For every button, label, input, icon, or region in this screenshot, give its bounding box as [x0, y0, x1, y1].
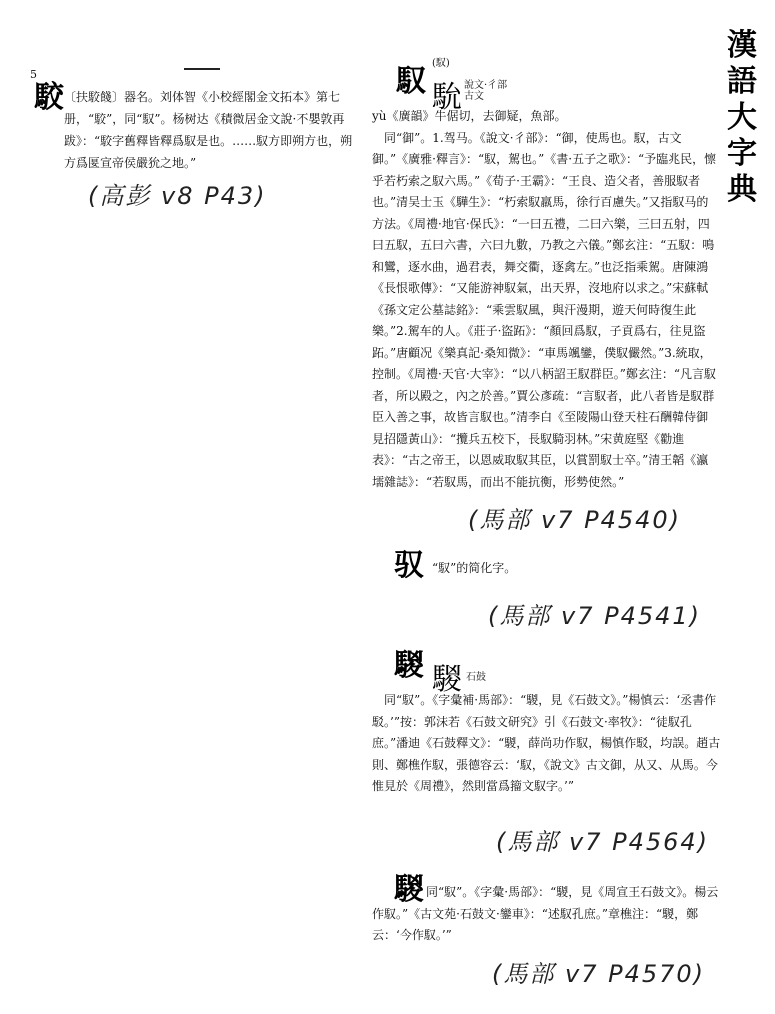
- entry1-headchar-note: (馭): [432, 58, 450, 69]
- entry1-seal-glyph: 馻: [432, 80, 462, 115]
- handwritten-note-5: (馬部 v7 P4570): [492, 960, 706, 988]
- dictionary-title: 漢 語 大 字 典: [727, 28, 757, 207]
- entry4-text: 同“馭”。《字彙·馬部》：“騣，見《周宣王石鼓文》。楊云作馭。”《古文苑·石鼓文·鑾車》：“述馭孔庶。”章樵注：“騣，鄭云：‘今作馭。’”: [372, 885, 719, 942]
- entry2-headchar: 驭: [394, 548, 424, 583]
- entry2-text: “馭”的简化字。: [432, 561, 517, 575]
- entry3-seal-note: 石鼓: [466, 672, 486, 683]
- entry1-headchar: 馭: [396, 64, 426, 99]
- divider-line: [184, 68, 220, 70]
- entry1-seal-note-2: 古文: [464, 91, 484, 102]
- entry1-definition: 同“御”。1.驾马。《說文·彳部》：“御，使馬也。馭，古文御。”《廣雅·釋言》：“馭，駕也。”《書·五子之歌》：“予臨兆民，懔乎若朽索之馭六馬。”《荀子·王霸》：“王良、造父者，善服馭者也。”清吴士玉《驊生》：“朽索馭羸馬，徐行百慮失。”又指馭马的方法。《周禮·地官·保氏》：“一曰五禮，二曰六樂，三曰五射，四曰五馭，五曰六書，六曰九數，乃教之六儀。”鄭玄注：“五馭：鳴和鸞，逐水曲，過君表，舞交衢，逐禽左。”也泛指乘駕。唐陳鴻《長恨歌傳》：“又能游神馭氣，出天界，沒地府以求之。”宋蘇軾《孫文定公墓誌銘》：“乘雲馭風，與汗漫期，遊天何時復生此樂。”2.駕车的人。《莊子·盜跖》：“顏回爲馭，子貢爲右，往見盜跖。”唐顧况《樂真記·桑知微》：“車馬颯鑾，僕馭儼然。”3.統取，控制。《周禮·天官·大宰》：“以八柄詔王馭群臣。”鄭玄注：“凡言馭者，所以殿之，內之於善。”賈公彥疏：“言馭者，此八者皆是馭群臣入善之事，故皆言馭也。”清李白《至陵陽山登天柱石酬韓侍御見招隱黃山》：“攬兵五校下，長馭騎羽林。”宋黄庭堅《勸進表》：“古之帝王，以恩威取馭其臣，以賞罰馭士卒。”清王韜《瀛壖雜誌》：“若馭馬，而出不能抗衡，形勢使然。”: [372, 130, 717, 489]
- entry-superscript: 5: [30, 68, 37, 81]
- entry3-headchar: 騣: [394, 648, 424, 683]
- handwritten-note-3: (馬部 v7 P4541): [488, 602, 702, 630]
- left-entry-headchar: 駮: [34, 80, 64, 115]
- entry1-body: [372, 106, 720, 493]
- left-entry-text: 〔扶駮餞〕器名。刘体智《小校經閣金文拓本》第七册，“駮”，同“馭”。杨树达《積微居金文說·不嬰敦再跋》：“駮字舊釋皆釋爲馭是也。……馭方即朔方也，朔方爲匽宣帝侯嚴狁之地。”: [64, 90, 353, 170]
- entry3-seal-glyph: 騣: [432, 662, 462, 697]
- entry3-text: 同“馭”。《字彙補·馬部》：“騣，見《石鼓文》。”楊慎云：‘丞書作駁。’”按：郭沫若《石鼓文研究》引《石鼓文·率牧》：“徒馭孔庶。”潘迪《石鼓釋文》：“騣，薛尚功作馭，楊慎作駁，均誤。趙古則、鄭樵作馭，張德容云：‘馭，《說文》古文御，从又、从馬。今惟見於《周禮》，然則當爲籀文馭字。’”: [372, 693, 721, 793]
- handwritten-note-4: (馬部 v7 P4564): [496, 828, 710, 856]
- handwritten-note-1: (高彭 v8 P43): [88, 182, 267, 210]
- handwritten-note-2: (馬部 v7 P4540): [468, 506, 682, 534]
- entry4-headchar: 騣: [394, 872, 424, 907]
- entry1-seal-note-1: 說文·彳部: [464, 80, 508, 91]
- entry1-pronunciation: yù《廣韻》牛倨切，去御疑，魚部。: [372, 109, 567, 123]
